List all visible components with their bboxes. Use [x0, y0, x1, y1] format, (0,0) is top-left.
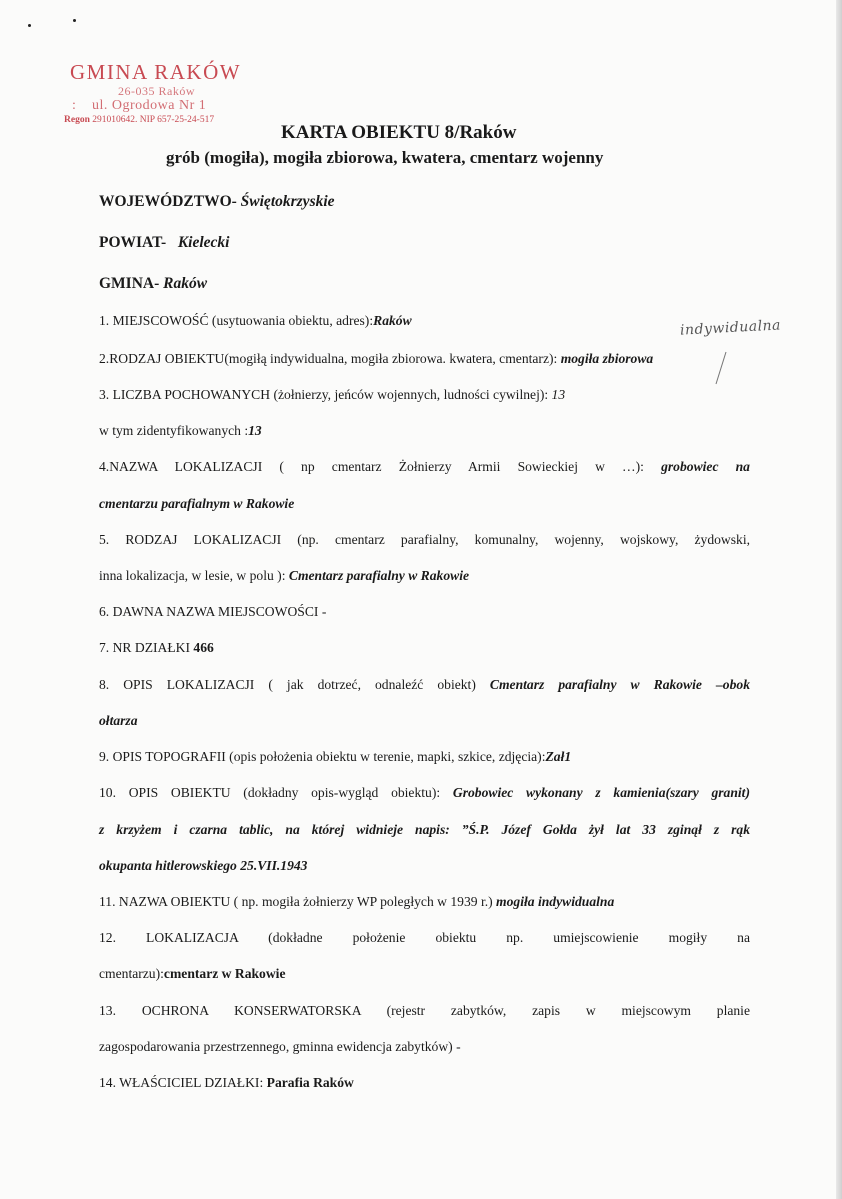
field-12-value: cmentarz w Rakowie	[163, 966, 286, 981]
field-12	[99, 930, 750, 946]
stamp-regon-label: Regon	[64, 115, 90, 125]
handwritten-note: indywidualna	[679, 317, 782, 339]
field-3-label: 3. LICZBA POCHOWANYCH (żołnierzy, jeńców wojennych, ludności cywilnej):	[99, 387, 552, 402]
field-13	[99, 1003, 750, 1019]
field-5	[99, 532, 750, 548]
field-3b	[99, 423, 750, 439]
field-5-label-b: inna lokalizacja, w lesie, w polu ):	[99, 568, 289, 583]
field-3b-label: w tym zidentyfikowanych :	[99, 423, 249, 438]
field-13-label: 13. OCHRONA KONSERWATORSKA (rejestr zabytków, zapis w miejscowym planie	[99, 1003, 750, 1018]
field-10-cont	[99, 822, 750, 838]
field-10-value-a: Grobowiec wykonany z kamienia(szary granit)	[452, 785, 750, 800]
field-5-label: 5. RODZAJ LOKALIZACJI (np. cmentarz parafialny, komunalny, wojenny, wojskowy, żydowski,	[99, 532, 750, 547]
field-1	[99, 313, 750, 329]
county-line	[99, 234, 750, 252]
stamp-street-text: ul. Ogrodowa Nr 1	[92, 98, 207, 113]
field-11	[99, 894, 750, 910]
voivodeship-label: WOJEWÓDZTWO-	[99, 193, 237, 210]
field-14-value: Parafia Raków	[266, 1075, 354, 1090]
voivodeship-line	[99, 193, 750, 211]
field-3b-value: 13	[248, 423, 262, 438]
field-14-label: 14. WŁAŚCICIEL DZIAŁKI:	[99, 1075, 267, 1090]
field-1-value: Raków	[373, 313, 412, 328]
field-5-value: Cmentarz parafialny w Rakowie	[288, 568, 470, 583]
field-1-label: 1. MIEJSCOWOŚĆ (usytuowania obiektu, adres):	[99, 313, 374, 328]
field-4-cont	[99, 496, 750, 512]
county-value: Kielecki	[177, 234, 230, 251]
county-label: POWIAT-	[99, 234, 167, 251]
page-subtitle: grób (mogiła), mogiła zbiorowa, kwatera, cmentarz wojenny	[166, 148, 604, 167]
field-8-label: 8. OPIS LOKALIZACJI ( jak dotrzeć, odnaleźć obiekt)	[99, 677, 490, 692]
field-5-cont	[99, 568, 750, 584]
field-13-cont	[99, 1039, 750, 1055]
field-4	[99, 459, 750, 475]
field-14	[99, 1075, 750, 1091]
field-8-value-b: ołtarza	[99, 713, 138, 728]
commune-line	[99, 275, 750, 293]
field-7	[99, 640, 750, 656]
field-9-value: Zał1	[545, 749, 572, 764]
field-9	[99, 749, 750, 765]
field-3-value: 13	[551, 387, 566, 402]
field-8	[99, 677, 750, 693]
stamp-regon-value: 291010642. NIP 657-25-24-517	[92, 115, 215, 125]
field-12-label: 12. LOKALIZACJA (dokładne położenie obiektu np. umiejscowienie mogiły na	[99, 930, 750, 945]
field-7-label: 7. NR DZIAŁKI	[99, 640, 194, 655]
stamp-name: GMINA RAKÓW	[70, 60, 242, 84]
field-11-value: mogiła indywidualna	[496, 894, 615, 909]
field-9-label: 9. OPIS TOPOGRAFII (opis położenia obiektu w terenie, mapki, szkice, zdjęcia):	[99, 749, 546, 764]
stamp-regon	[64, 115, 214, 125]
page-title: KARTA OBIEKTU 8/Raków	[281, 122, 517, 143]
field-8-value-a: Cmentarz parafialny w Rakowie –obok	[489, 677, 750, 692]
field-10	[99, 785, 750, 801]
field-10-value-b: z krzyżem i czarna tablic, na której widnieje napis: ”Ś.P. Józef Gołda żył lat 33 zginął z rąk	[99, 822, 750, 837]
field-7-value: 466	[193, 640, 214, 655]
field-2-value: mogiła zbiorowa	[560, 351, 654, 366]
stamp-postal: 26-035 Raków	[118, 84, 195, 98]
voivodeship-value: Świętokrzyskie	[240, 193, 335, 210]
stamp-colon: :	[72, 98, 77, 113]
field-12-cont	[99, 966, 750, 982]
field-12-label-b: cmentarzu):	[99, 966, 164, 981]
field-6	[99, 604, 750, 620]
scan-dot	[73, 19, 76, 22]
field-11-label: 11. NAZWA OBIEKTU ( np. mogiła żołnierzy WP poległych w 1939 r.)	[99, 894, 497, 909]
field-10-cont-2	[99, 858, 750, 874]
field-4-value-a: grobowiec na	[661, 459, 750, 474]
field-2-label: 2.RODZAJ OBIEKTU(mogiłą indywidualna, mogiła zbiorowa. kwatera, cmentarz):	[99, 351, 561, 366]
field-10-label: 10. OPIS OBIEKTU (dokładny opis-wygląd obiektu):	[99, 785, 453, 800]
field-13-label-b: zagospodarowania przestrzennego, gminna ewidencja zabytków) -	[99, 1039, 461, 1054]
field-6-label: 6. DAWNA NAZWA MIEJSCOWOŚCI -	[99, 604, 327, 619]
scan-dot	[28, 24, 31, 27]
field-4-value-b: cmentarzu parafialnym w Rakowie	[99, 496, 295, 511]
field-3	[99, 387, 750, 403]
scan-edge	[836, 0, 842, 1199]
commune-label: GMINA-	[99, 275, 160, 292]
field-4-label: 4.NAZWA LOKALIZACJI ( np cmentarz Żołnierzy Armii Sowieckiej w …):	[99, 459, 662, 474]
field-10-value-c: okupanta hitlerowskiego 25.VII.1943	[99, 858, 308, 873]
field-2	[99, 351, 750, 367]
field-8-cont	[99, 713, 750, 729]
commune-value: Raków	[163, 275, 208, 292]
stamp-street	[72, 98, 207, 114]
